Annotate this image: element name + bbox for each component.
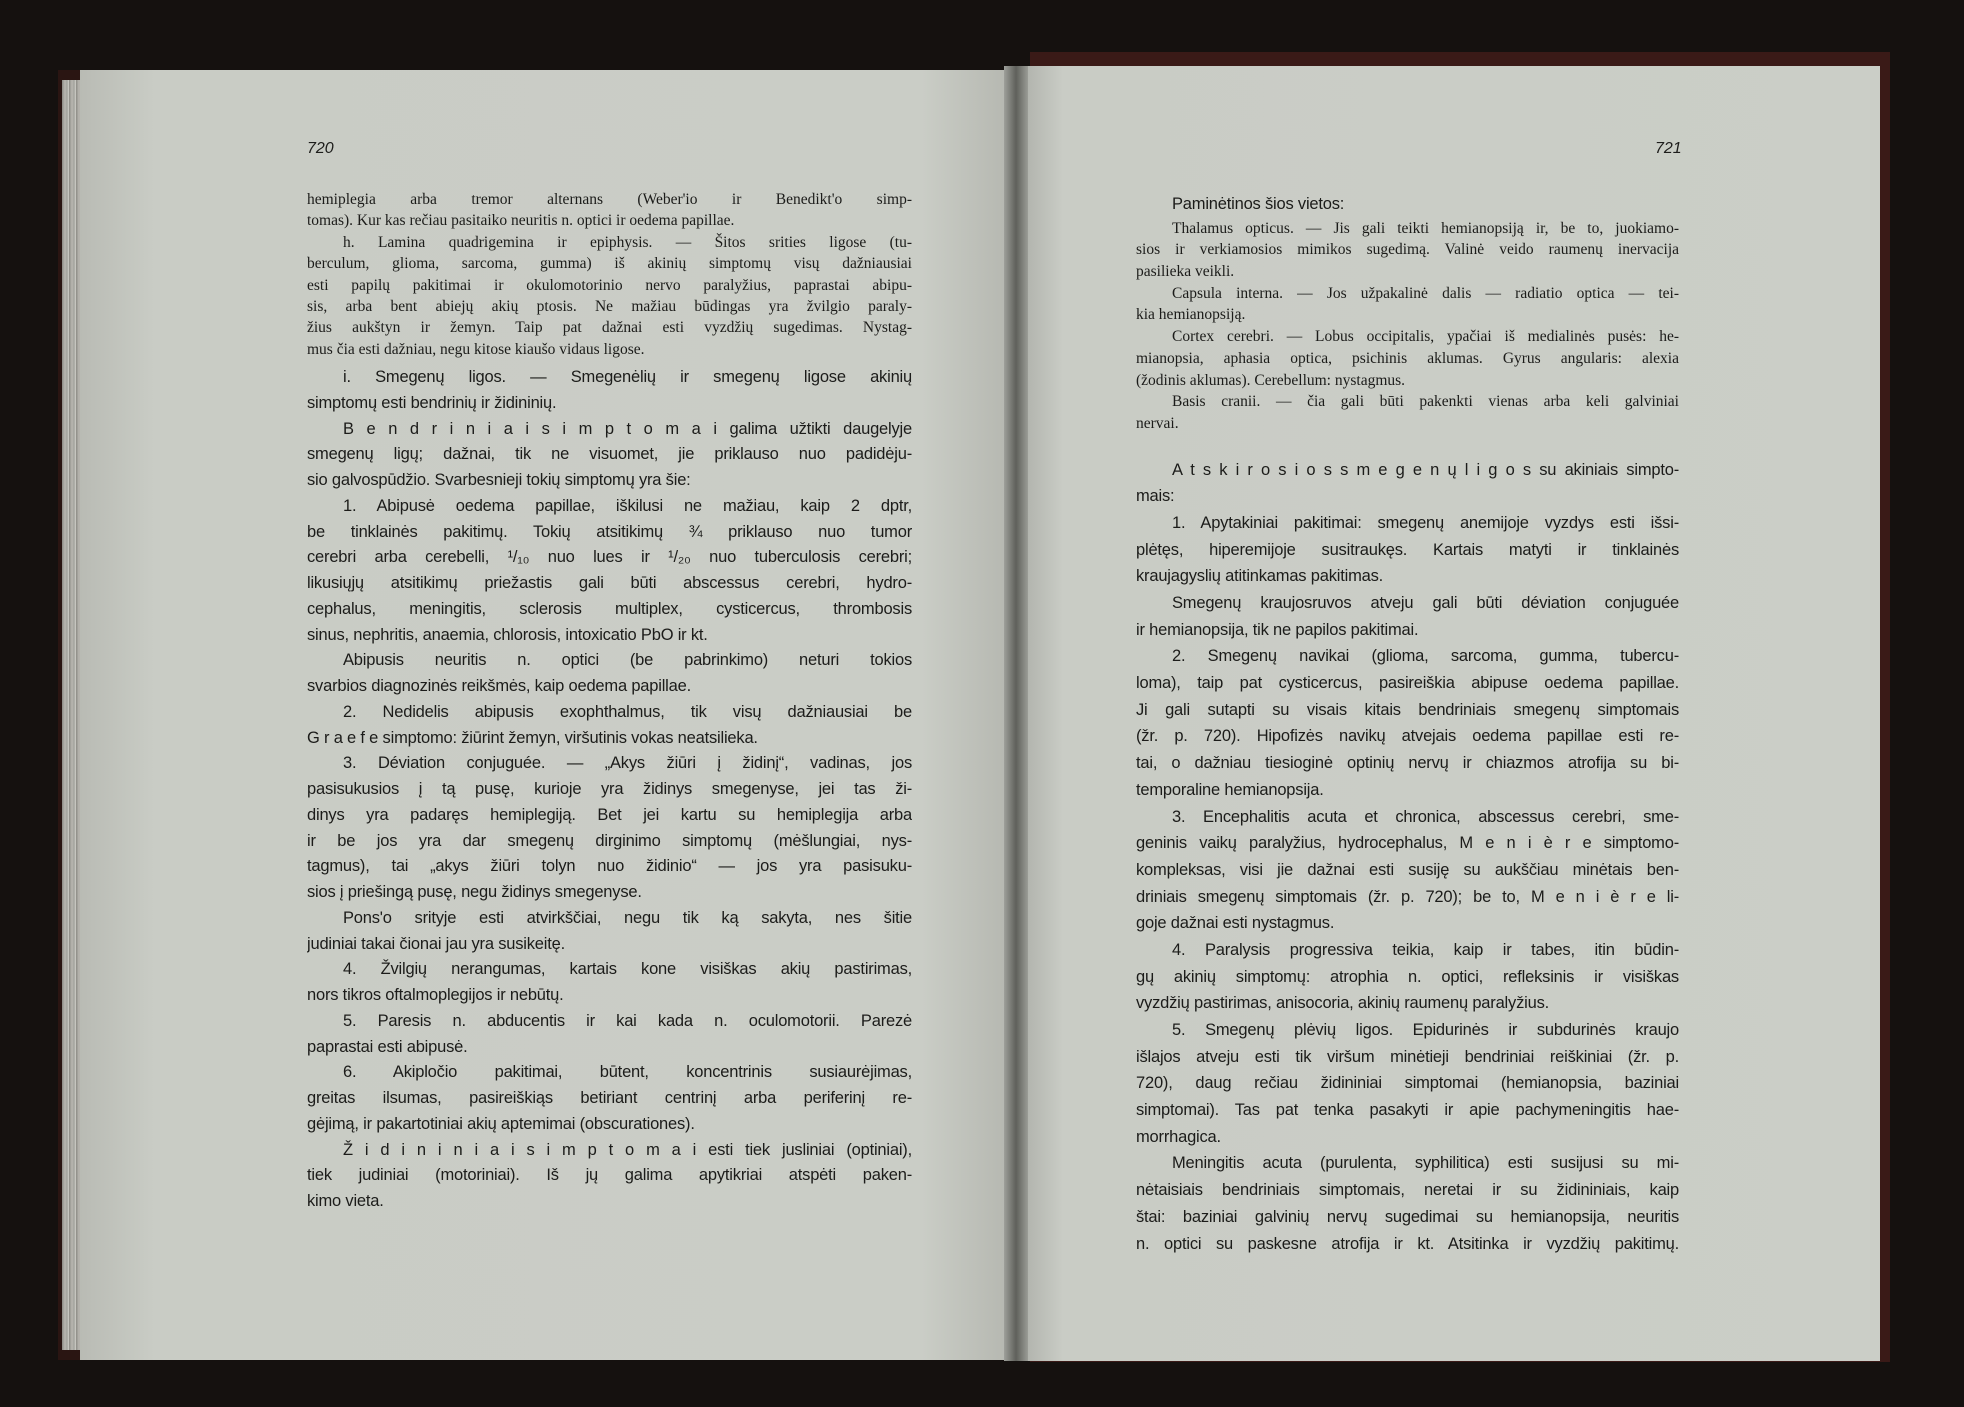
text-line: tai, o dažniau tiesioginė optinių nervų ir chiazmos atrofija su bi- (1136, 754, 1679, 773)
text-line: tagmus), tai „akys žiūri tolyn nuo židinio“ — jos yra pasisuku- (307, 857, 912, 876)
text-line: Ji gali sutapti su visais kitais bendriniais smegenų simptomais (1136, 700, 1679, 719)
text-line: tomas). Kur kas rečiau pasitaiko neuritis n. optici ir oedema papillae. (307, 212, 735, 230)
text-line: ir hemianopsija, tik ne papilos pakitimai. (1136, 620, 1419, 639)
text-line: žius aukštyn ir žemyn. Taip pat dažnai esti vyzdžių sugedimas. Nystag- (307, 319, 912, 337)
text-line: morrhagica. (1136, 1127, 1221, 1146)
text-line: gėjimą, ir pakartotiniai akių aptemimai (obscurationes). (307, 1114, 695, 1133)
text-line: Cortex cerebri. — Lobus occipitalis, ypačiai iš medialinės pusės: he- (1172, 328, 1679, 346)
text-line: Meningitis acuta (purulenta, syphilitica) esti susijusi su mi- (1172, 1154, 1679, 1173)
text-line: vyzdžių pastirimas, anisocoria, akinių raumenų paralyžius. (1136, 994, 1550, 1013)
text-line: nors tikros oftalmoplegijos ir nebūtų. (307, 986, 564, 1005)
text-line: dinys yra padaręs hemiplegiją. Bet jei kartu su hemiplegija arba (307, 805, 912, 824)
page-number-right: 721 (1655, 140, 1682, 157)
text-line: simptomai). Tas pat tenka pasakyti ir apie pachymeningitis hae- (1136, 1101, 1679, 1120)
text-line: išlajos atveju esti tik viršum minėtieji bendriniai reiškiniai (žr. p. (1136, 1047, 1679, 1066)
text-line: sis, arba bent abiejų akių ptosis. Ne mažiau būdingas yra žvilgio paraly- (307, 297, 912, 315)
text-line: 3. Déviation conjuguée. — „Akys žiūri į židinį“, vadinas, jos (343, 754, 912, 773)
text-line: Ž i d i n i n i a i s i m p t o m a i esti tiek jusliniai (optiniai), (343, 1140, 912, 1159)
text-line: kimo vieta. (307, 1192, 384, 1211)
text-line: Basis cranii. — čia gali būti pakenkti vienas arba keli galviniai (1172, 393, 1679, 411)
text-line: mus čia esti dažniau, negu kitose kiaušo vidaus ligose. (307, 340, 645, 358)
text-line: 5. Paresis n. abducentis ir kai kada n. oculomotorii. Parezė (343, 1011, 912, 1030)
text-line: pasilieka veikli. (1136, 263, 1235, 281)
text-line: n. optici su paskesne atrofija ir kt. Atsitinka ir vyzdžių pakitimų. (1136, 1234, 1679, 1253)
text-line: i. Smegenų ligos. — Smegenėlių ir smegenų ligose akinių (343, 368, 912, 387)
text-line: h. Lamina quadrigemina ir epiphysis. — Šitos srities ligose (tu- (343, 233, 912, 251)
text-line: 6. Akipločio pakitimai, būtent, koncentrinis susiaurėjimas, (343, 1063, 912, 1082)
text-line: 1. Apytakiniai pakitimai: smegenų anemijoje vyzdys esti išsi- (1172, 513, 1679, 532)
text-line: 1. Abipusė oedema papillae, iškilusi ne mažiau, kaip 2 dptr, (343, 496, 912, 515)
text-line: kompleksas, visi jie dažnai esti susiję su aukščiau minėtais ben- (1136, 860, 1679, 879)
text-line: svarbios diagnozinės reikšmės, kaip oedema papillae. (307, 677, 691, 696)
text-line: cerebri arba cerebelli, ¹/₁₀ nuo lues ir ¹/₂₀ nuo tuberculosis cerebri; (307, 548, 912, 567)
text-line: esti papilų pakitimai ir okulomotorinio nervo paralyžius, paprastai abipu- (307, 276, 912, 294)
text-line: greitas ilsumas, pasireiškiąs betiriant centrinį arba periferinį re- (307, 1089, 912, 1108)
text-line: likusiųjų atsitikimų priežastis gali būti abscessus cerebri, hydro- (307, 574, 912, 593)
text-line: sios į priešingą pusę, negu židinys smegenyse. (307, 883, 642, 902)
text-line: (žr. p. 720). Hipofizės navikų atvejais oedema papillae esti re- (1136, 727, 1679, 746)
text-line: Pons'o srityje esti atvirkščiai, negu tik ką sakyta, nes šitie (343, 908, 912, 927)
text-line: paprastai esti abipusė. (307, 1037, 468, 1056)
text-line: G r a e f e simptomo: žiūrint žemyn, viršutinis vokas neatsilieka. (307, 728, 758, 747)
text-line: 720), daug rečiau židininiai simptomai (hemianopsia, baziniai (1136, 1074, 1679, 1093)
text-line: kraujagyslių atitinkamas pakitimas. (1136, 567, 1384, 586)
text-line: geninis vaikų paralyžius, hydrocephalus, M e n i è r e simptomo- (1136, 834, 1679, 853)
text-line: 4. Žvilgių nerangumas, kartais kone visiškas akių pastirimas, (343, 960, 912, 979)
text-line: nervai. (1136, 414, 1179, 432)
text-line: Capsula interna. — Jos užpakalinė dalis — radiatio optica — tei- (1172, 284, 1679, 302)
text-line: ir be jos yra dar smegenų dirginimo simptomų (mėšlungiai, nys- (307, 831, 912, 850)
text-line: 2. Nedidelis abipusis exophthalmus, tik visų dažniausiai be (343, 702, 912, 721)
text-line: 5. Smegenų plėvių ligos. Epidurinės ir subdurinės kraujo (1172, 1021, 1679, 1039)
text-line: judiniai takai čionai jau yra susikeitę. (307, 934, 565, 953)
text-line: sio galvospūdžio. Svarbesnieji tokių simptomų yra šie: (307, 471, 691, 490)
text-line: B e n d r i n i a i s i m p t o m a i galima užtikti daugelyje (343, 419, 912, 438)
text-line: loma), taip pat cysticercus, pasireiškia abipuse oedema papillae. (1136, 674, 1679, 693)
text-line: temporaline hemianopsija. (1136, 780, 1324, 799)
text-line: plėtęs, hiperemijoje susitraukęs. Kartais matyti ir tinklainės (1136, 540, 1679, 559)
text-line: 4. Paralysis progressiva teikia, kaip ir tabes, itin būdin- (1172, 940, 1679, 959)
text-line: 3. Encephalitis acuta et chronica, abscessus cerebri, sme- (1172, 807, 1679, 826)
page-number-left: 720 (307, 140, 334, 157)
text-line: driniais smegenų simptomais (žr. p. 720); be to, M e n i è r e li- (1136, 887, 1679, 906)
text-line: sios ir verkiamosios mimikos sugedimą. Valinė veido raumenų inervacija (1136, 241, 1679, 259)
text-line: sinus, nephritis, anaemia, chlorosis, intoxicatio PbO ir kt. (307, 625, 708, 644)
text-line: Smegenų kraujosruvos atveju gali būti déviation conjuguée (1172, 594, 1679, 612)
text-line: goje dažnai esti nystagmus. (1136, 914, 1335, 933)
text-line: Paminėtinos šios vietos: (1172, 195, 1345, 213)
text-line: gų akinių simptomų: atrophia n. optici, refleksinis ir visiškas (1136, 967, 1679, 986)
text-line: kia hemianopsiją. (1136, 306, 1246, 324)
spine-shadow (1004, 66, 1028, 1361)
text-line: A t s k i r o s i o s s m e g e n ų l i g o s su akiniais simpto- (1172, 460, 1679, 479)
text-line: Thalamus opticus. — Jis gali teikti hemianopsiją ir, be to, juokiamo- (1172, 219, 1679, 237)
text-line: simptomų esti bendrinių ir židininių. (307, 393, 557, 412)
text-line: mianopsia, aphasia optica, psichinis aklumas. Gyrus angularis: alexia (1136, 349, 1679, 367)
text-line: smegenų ligų; dažnai, tik ne visuomet, jie priklauso nuo padidėju- (307, 445, 912, 464)
text-line: nėtaisiais bendriniais simptomais, neretai ir su židininiais, kaip (1136, 1181, 1679, 1200)
text-line: cephalus, meningitis, sclerosis multiplex, cysticercus, thrombosis (307, 599, 912, 618)
text-line: hemiplegia arba tremor alternans (Weber'io ir Benedikt'o simp- (307, 191, 912, 208)
text-line: pasisukusios į tą pusę, kurioje yra židinys smegenyse, jei tas ži- (307, 780, 912, 799)
text-line: tiek judiniai (motoriniai). Iš jų galima apytikriai atspėti paken- (307, 1166, 912, 1185)
text-line: Abipusis neuritis n. optici (be pabrinkimo) neturi tokios (343, 651, 912, 670)
text-line: be tinklainės pakitimų. Tokių atsitikimų ¾ priklauso nuo tumor (307, 522, 912, 541)
text-line: berculum, glioma, sarcoma, gumma) iš akinių simptomų visų dažniausiai (307, 255, 912, 273)
text-line: 2. Smegenų navikai (glioma, sarcoma, gumma, tubercu- (1172, 647, 1679, 666)
text-line: štai: baziniai galvinių nervų sugedimai su hemianopsija, neuritis (1136, 1207, 1679, 1226)
left-page-text (307, 189, 912, 1215)
right-page-text (1136, 191, 1679, 1257)
text-line: mais: (1136, 487, 1175, 506)
text-line: (žodinis aklumas). Cerebellum: nystagmus. (1136, 371, 1406, 389)
